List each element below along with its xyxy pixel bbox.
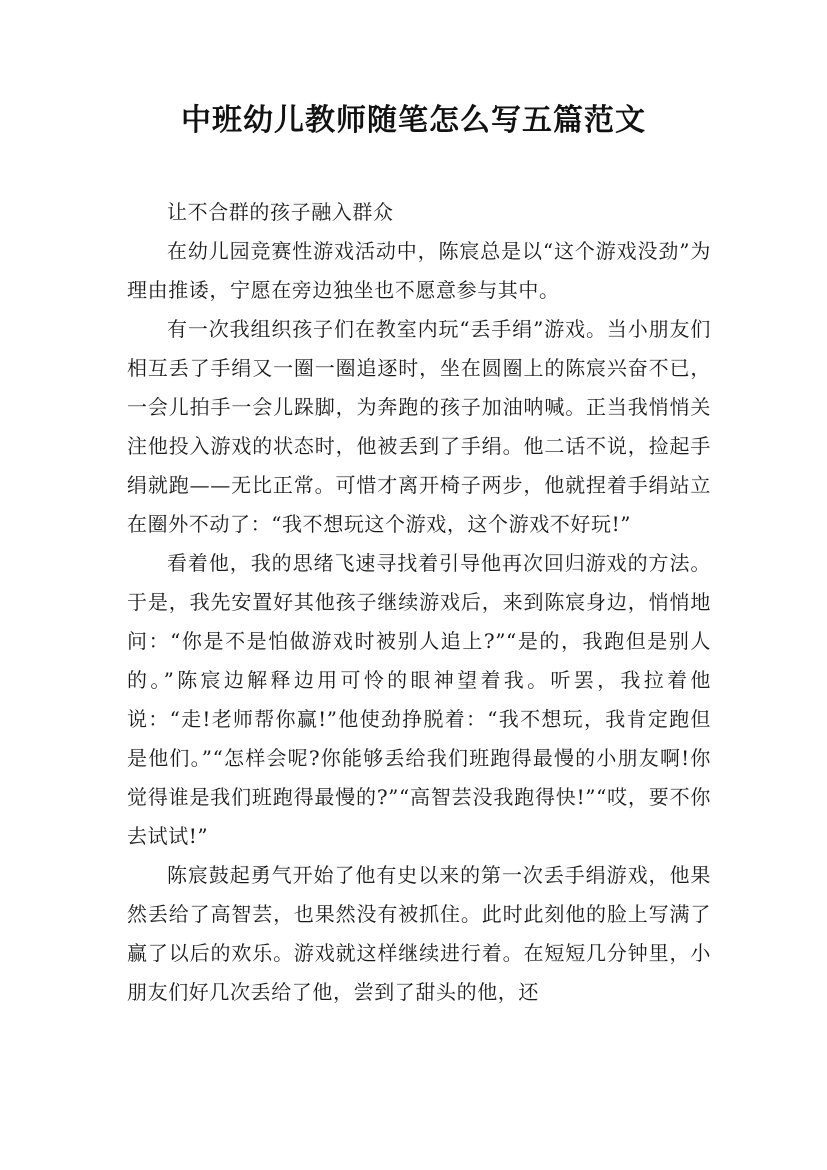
paragraph: 在幼儿园竞赛性游戏活动中，陈宸总是以“这个游戏没劲”为理由推诿，宁愿在旁边独坐也不愿意参与其中。 [127,239,711,302]
paragraph-subtitle: 让不合群的孩子融入群众 [167,200,394,224]
paragraph: 陈宸鼓起勇气开始了他有史以来的第一次丢手绢游戏，他果然丢给了高智芸，也果然没有被抓住。此时此刻他的脸上写满了赢了以后的欢乐。游戏就这样继续进行着。在短短几分钟里，小朋友们好几次丢给了他，尝到了甜头的他，还 [127,863,711,1004]
document-title: 中班幼儿教师随笔怎么写五篇范文 [181,103,646,138]
paragraph: 有一次我组织孩子们在教室内玩“丢手绢”游戏。当小朋友们相互丢了手绢又一圈一圈追逐时，坐在圆圈上的陈宸兴奋不已，一会儿拍手一会儿跺脚，为奔跑的孩子加油呐喊。正当我悄悄关注他投入游戏的状态时，他被丢到了手绢。他二话不说，捡起手绢就跑——无比正常。可惜才离开椅子两步，他就捏着手绢站立在圈外不动了：“我不想玩这个游戏，这个游戏不好玩!” [127,317,711,536]
document-body [127,193,711,1012]
paragraph: 看着他，我的思绪飞速寻找着引导他再次回归游戏的方法。于是，我先安置好其他孩子继续游戏后，来到陈宸身边，悄悄地问：“你是不是怕做游戏时被别人追上?”“是的，我跑但是别人的。”陈宸边解释边用可怜的眼神望着我。听罢，我拉着他说：“走!老师帮你赢!”他使劲挣脱着：“我不想玩，我肯定跑但是他们。”“怎样会呢?你能够丢给我们班跑得最慢的小朋友啊!你觉得谁是我们班跑得最慢的?”“高智芸没我跑得快!”“哎，要不你去试试!” [127,551,711,848]
